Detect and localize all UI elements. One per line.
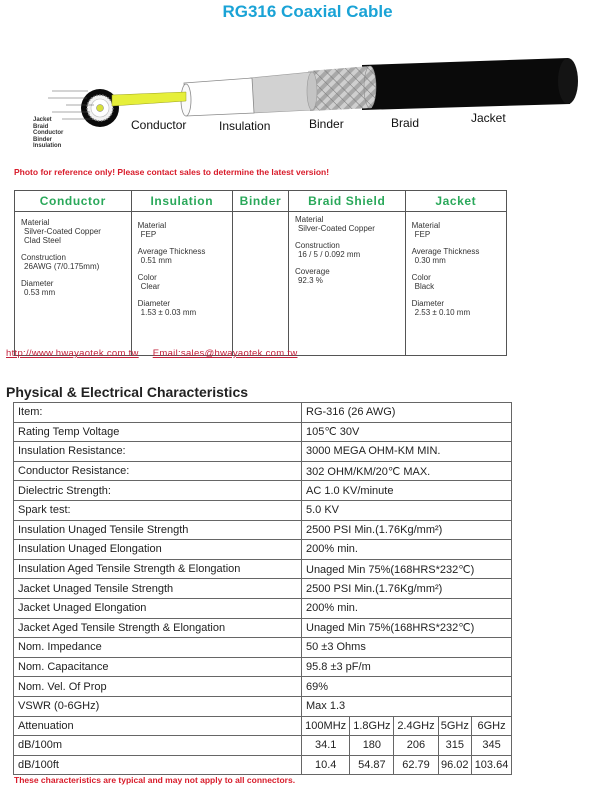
spec-key: Rating Temp Voltage xyxy=(14,422,302,442)
property xyxy=(295,267,399,285)
parts-header: Binder xyxy=(232,191,288,212)
property-value: 2.53 ± 0.10 mm xyxy=(414,308,471,317)
parts-header: Insulation xyxy=(131,191,232,212)
property-value: Black xyxy=(414,282,435,291)
property xyxy=(412,299,500,317)
property-key: Material xyxy=(21,218,50,227)
spec-key: Jacket Unaged Tensile Strength xyxy=(14,579,302,599)
property-key: Color xyxy=(137,273,157,282)
spec-row xyxy=(14,403,512,423)
spec-row xyxy=(14,618,512,638)
property-key: Color xyxy=(411,273,431,282)
property-key: Material xyxy=(137,221,167,230)
spec-value: AC 1.0 KV/minute xyxy=(302,481,512,501)
conductor-segment xyxy=(112,92,186,106)
email-link[interactable]: Email:sales@hwayaotek.com.tw xyxy=(152,348,298,359)
attenuation-frequency: 2.4GHz xyxy=(394,716,438,736)
parts-cell-jacket xyxy=(405,212,506,356)
parts-header: Braid Shield xyxy=(288,191,405,212)
spec-table xyxy=(13,402,512,775)
property-value: 1.53 ± 0.03 mm xyxy=(140,308,197,317)
spec-row xyxy=(14,481,512,501)
spec-row xyxy=(14,442,512,462)
attenuation-value: 103.64 xyxy=(472,755,512,775)
spec-row xyxy=(14,657,512,677)
spec-key: VSWR (0-6GHz) xyxy=(14,696,302,716)
spec-value: 69% xyxy=(302,677,512,697)
property xyxy=(138,221,226,239)
contact-links xyxy=(6,348,311,359)
section-heading: Physical & Electrical Characteristics xyxy=(6,384,249,400)
property-value: Silver-Coated Copper xyxy=(24,227,101,236)
property-key: Coverage xyxy=(294,267,330,276)
property xyxy=(21,218,125,245)
property-key: Construction xyxy=(21,253,66,262)
property xyxy=(21,253,125,271)
spec-row xyxy=(14,500,512,520)
attenuation-value: 96.02 xyxy=(438,755,472,775)
spec-row xyxy=(14,598,512,618)
attenuation-label: Attenuation xyxy=(14,716,302,736)
spec-value: 200% min. xyxy=(302,540,512,560)
attenuation-unit: dB/100m xyxy=(14,736,302,756)
binder-segment xyxy=(250,72,317,113)
spec-key: Insulation Unaged Tensile Strength xyxy=(14,520,302,540)
cable-illustration xyxy=(0,28,615,148)
property xyxy=(138,273,226,291)
attenuation-row xyxy=(14,736,512,756)
spec-value: 2500 PSI Min.(1.76Kg/mm²) xyxy=(302,520,512,540)
spec-row xyxy=(14,461,512,481)
spec-row xyxy=(14,638,512,658)
spec-value: 95.8 ±3 pF/m xyxy=(302,657,512,677)
part-label-jacket: Jacket xyxy=(471,111,506,125)
parts-cell-braid-shield xyxy=(288,212,405,356)
attenuation-value: 62.79 xyxy=(394,755,438,775)
property-value: FEP xyxy=(140,230,157,239)
spec-row xyxy=(14,579,512,599)
spec-value: 302 OHM/KM/20℃ MAX. xyxy=(302,461,512,481)
attenuation-row xyxy=(14,755,512,775)
spec-row xyxy=(14,422,512,442)
attenuation-value: 345 xyxy=(472,736,512,756)
attenuation-frequency: 6GHz xyxy=(472,716,512,736)
property-key: Diameter xyxy=(411,299,445,308)
spec-key: Conductor Resistance: xyxy=(14,461,302,481)
attenuation-frequency: 5GHz xyxy=(438,716,472,736)
property-key: Average Thickness xyxy=(137,247,206,256)
property xyxy=(21,279,125,297)
website-link[interactable]: http://www.hwayaotek.com.tw xyxy=(6,348,139,359)
parts-cell-binder xyxy=(232,212,288,356)
property xyxy=(295,215,399,233)
property-key: Material xyxy=(294,215,324,224)
attenuation-value: 10.4 xyxy=(302,755,350,775)
property-value: Clear xyxy=(140,282,160,291)
property-value: FEP xyxy=(414,230,431,239)
attenuation-frequency: 1.8GHz xyxy=(350,716,394,736)
spec-value: 105℃ 30V xyxy=(302,422,512,442)
spec-value: Unaged Min 75%(168HRS*232℃) xyxy=(302,559,512,579)
attenuation-value: 315 xyxy=(438,736,472,756)
property xyxy=(412,221,500,239)
spec-value: 5.0 KV xyxy=(302,500,512,520)
property xyxy=(412,273,500,291)
spec-row xyxy=(14,540,512,560)
property-key: Average Thickness xyxy=(411,247,480,256)
attenuation-frequency: 100MHz xyxy=(302,716,350,736)
cross-label: Braid xyxy=(33,123,49,130)
page-title: RG316 Coaxial Cable xyxy=(222,2,393,21)
parts-body-row xyxy=(15,212,507,356)
attenuation-value: 34.1 xyxy=(302,736,350,756)
spec-key: Dielectric Strength: xyxy=(14,481,302,501)
attenuation-unit: dB/100ft xyxy=(14,755,302,775)
cross-label: Conductor xyxy=(33,130,64,137)
property xyxy=(138,299,226,317)
attenuation-value: 180 xyxy=(350,736,394,756)
spec-key: Insulation Resistance: xyxy=(14,442,302,462)
footnote: These characteristics are typical and may not apply to all connectors. xyxy=(14,775,296,785)
spec-value: 2500 PSI Min.(1.76Kg/mm²) xyxy=(302,579,512,599)
spec-row xyxy=(14,520,512,540)
cross-section-labels xyxy=(33,117,63,150)
spec-row xyxy=(14,559,512,579)
property xyxy=(412,247,500,265)
spec-value: 50 ±3 Ohms xyxy=(302,638,512,658)
property xyxy=(138,247,226,265)
spec-key: Insulation Unaged Elongation xyxy=(14,540,302,560)
spec-value: 3000 MEGA OHM-KM MIN. xyxy=(302,442,512,462)
property-key: Diameter xyxy=(21,279,54,288)
property-key: Diameter xyxy=(137,299,171,308)
part-label-insulation: Insulation xyxy=(219,119,271,133)
insulation-segment xyxy=(181,78,254,116)
part-label-conductor: Conductor xyxy=(131,118,187,132)
attenuation-value: 54.87 xyxy=(350,755,394,775)
property-key: Construction xyxy=(294,241,340,250)
property-value: 0.51 mm xyxy=(140,256,172,265)
cable-diagram xyxy=(0,28,615,148)
spec-key: Spark test: xyxy=(14,500,302,520)
spec-row xyxy=(14,696,512,716)
spec-row xyxy=(14,677,512,697)
spec-key: Jacket Unaged Elongation xyxy=(14,598,302,618)
spec-key: Jacket Aged Tensile Strength & Elongation xyxy=(14,618,302,638)
cross-label: Jacket xyxy=(33,117,52,123)
braid-segment xyxy=(308,66,376,111)
property-value: 0.53 mm xyxy=(24,288,56,297)
spec-key: Nom. Capacitance xyxy=(14,657,302,677)
property-key: Material xyxy=(411,221,441,230)
parts-cell-insulation xyxy=(131,212,232,356)
jacket-segment xyxy=(362,58,578,110)
property xyxy=(295,241,399,259)
part-label-binder: Binder xyxy=(309,117,344,131)
property-value: 16 / 5 / 0.092 mm xyxy=(297,250,361,259)
spec-value: 200% min. xyxy=(302,598,512,618)
parts-header-row xyxy=(15,191,507,212)
spec-value: Max 1.3 xyxy=(302,696,512,716)
property-value: Silver-Coated Copper xyxy=(297,224,375,233)
reference-notice: Photo for reference only! Please contact sales to determine the latest version! xyxy=(14,167,330,177)
parts-header: Conductor xyxy=(15,191,132,212)
property-value: Clad Steel xyxy=(24,236,61,245)
parts-cell-conductor xyxy=(15,212,132,356)
spec-value: RG-316 (26 AWG) xyxy=(302,403,512,423)
cross-label: Insulation xyxy=(33,143,62,150)
spec-key: Item: xyxy=(14,403,302,423)
spec-key: Insulation Aged Tensile Strength & Elongation xyxy=(14,559,302,579)
attenuation-value: 206 xyxy=(394,736,438,756)
property-value: 92.3 % xyxy=(297,276,323,285)
spec-value: Unaged Min 75%(168HRS*232℃) xyxy=(302,618,512,638)
spec-key: Nom. Vel. Of Prop xyxy=(14,677,302,697)
property-value: 0.30 mm xyxy=(414,256,446,265)
parts-header: Jacket xyxy=(405,191,506,212)
property-value: 26AWG (7/0.175mm) xyxy=(24,262,100,271)
spec-key: Nom. Impedance xyxy=(14,638,302,658)
parts-table xyxy=(14,190,507,356)
attenuation-header-row xyxy=(14,716,512,736)
part-label-braid: Braid xyxy=(391,116,420,130)
cross-label: Binder xyxy=(33,136,53,143)
